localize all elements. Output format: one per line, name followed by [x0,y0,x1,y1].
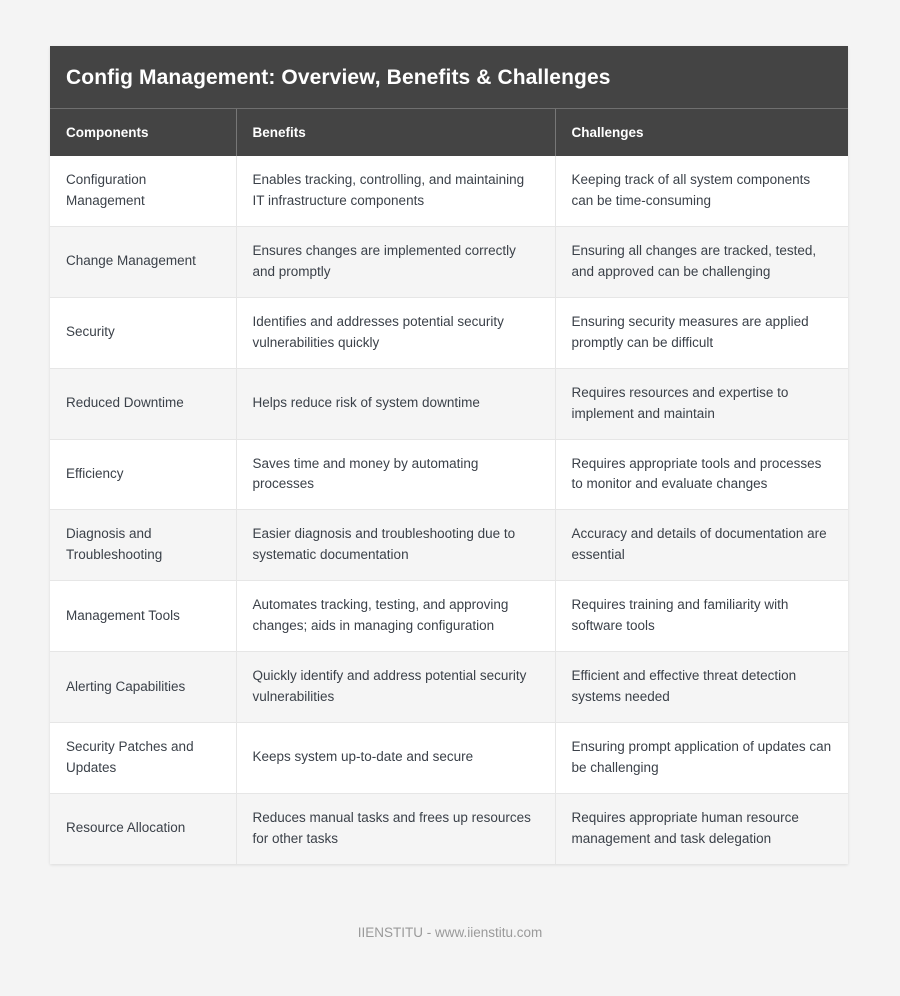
table-title-bar [50,46,848,109]
table-row [50,793,848,863]
column-header-components: Components [50,109,236,156]
cell-challenge: Requires appropriate human resource management and task delegation [555,793,848,863]
cell-challenge: Ensuring security measures are applied promptly can be difficult [555,297,848,368]
cell-component: Reduced Downtime [50,368,236,439]
comparison-table [50,109,848,863]
cell-benefit: Identifies and addresses potential security vulnerabilities quickly [236,297,555,368]
cell-component: Security Patches and Updates [50,722,236,793]
table-row [50,581,848,652]
table-row [50,652,848,723]
cell-benefit: Automates tracking, testing, and approving changes; aids in managing configuration [236,581,555,652]
cell-benefit: Enables tracking, controlling, and maintaining IT infrastructure components [236,156,555,226]
cell-component: Configuration Management [50,156,236,226]
cell-component: Efficiency [50,439,236,510]
comparison-table-card [50,46,848,864]
cell-challenge: Requires resources and expertise to implement and maintain [555,368,848,439]
cell-benefit: Quickly identify and address potential security vulnerabilities [236,652,555,723]
table-row [50,510,848,581]
cell-component: Change Management [50,226,236,297]
table-row [50,226,848,297]
cell-benefit: Easier diagnosis and troubleshooting due to systematic documentation [236,510,555,581]
column-header-benefits: Benefits [236,109,555,156]
cell-component: Security [50,297,236,368]
cell-component: Resource Allocation [50,793,236,863]
cell-benefit: Reduces manual tasks and frees up resources for other tasks [236,793,555,863]
table-row [50,439,848,510]
table-row [50,368,848,439]
cell-challenge: Ensuring prompt application of updates can be challenging [555,722,848,793]
cell-benefit: Saves time and money by automating processes [236,439,555,510]
cell-component: Diagnosis and Troubleshooting [50,510,236,581]
cell-benefit: Ensures changes are implemented correctly and promptly [236,226,555,297]
cell-challenge: Requires training and familiarity with software tools [555,581,848,652]
table-row [50,156,848,226]
cell-challenge: Ensuring all changes are tracked, tested, and approved can be challenging [555,226,848,297]
column-header-challenges: Challenges [555,109,848,156]
table-row [50,297,848,368]
cell-benefit: Helps reduce risk of system downtime [236,368,555,439]
cell-benefit: Keeps system up-to-date and secure [236,722,555,793]
table-body [50,156,848,863]
cell-challenge: Efficient and effective threat detection systems needed [555,652,848,723]
page-title: Config Management: Overview, Benefits & Challenges [66,66,611,89]
footer-attribution: IIENSTITU - www.iienstitu.com [357,925,543,940]
cell-component: Management Tools [50,581,236,652]
table-header [50,109,848,156]
cell-challenge: Keeping track of all system components can be time-consuming [555,156,848,226]
table-header-row [50,109,848,156]
cell-component: Alerting Capabilities [50,652,236,723]
cell-challenge: Requires appropriate tools and processes to monitor and evaluate changes [555,439,848,510]
cell-challenge: Accuracy and details of documentation are essential [555,510,848,581]
table-row [50,722,848,793]
